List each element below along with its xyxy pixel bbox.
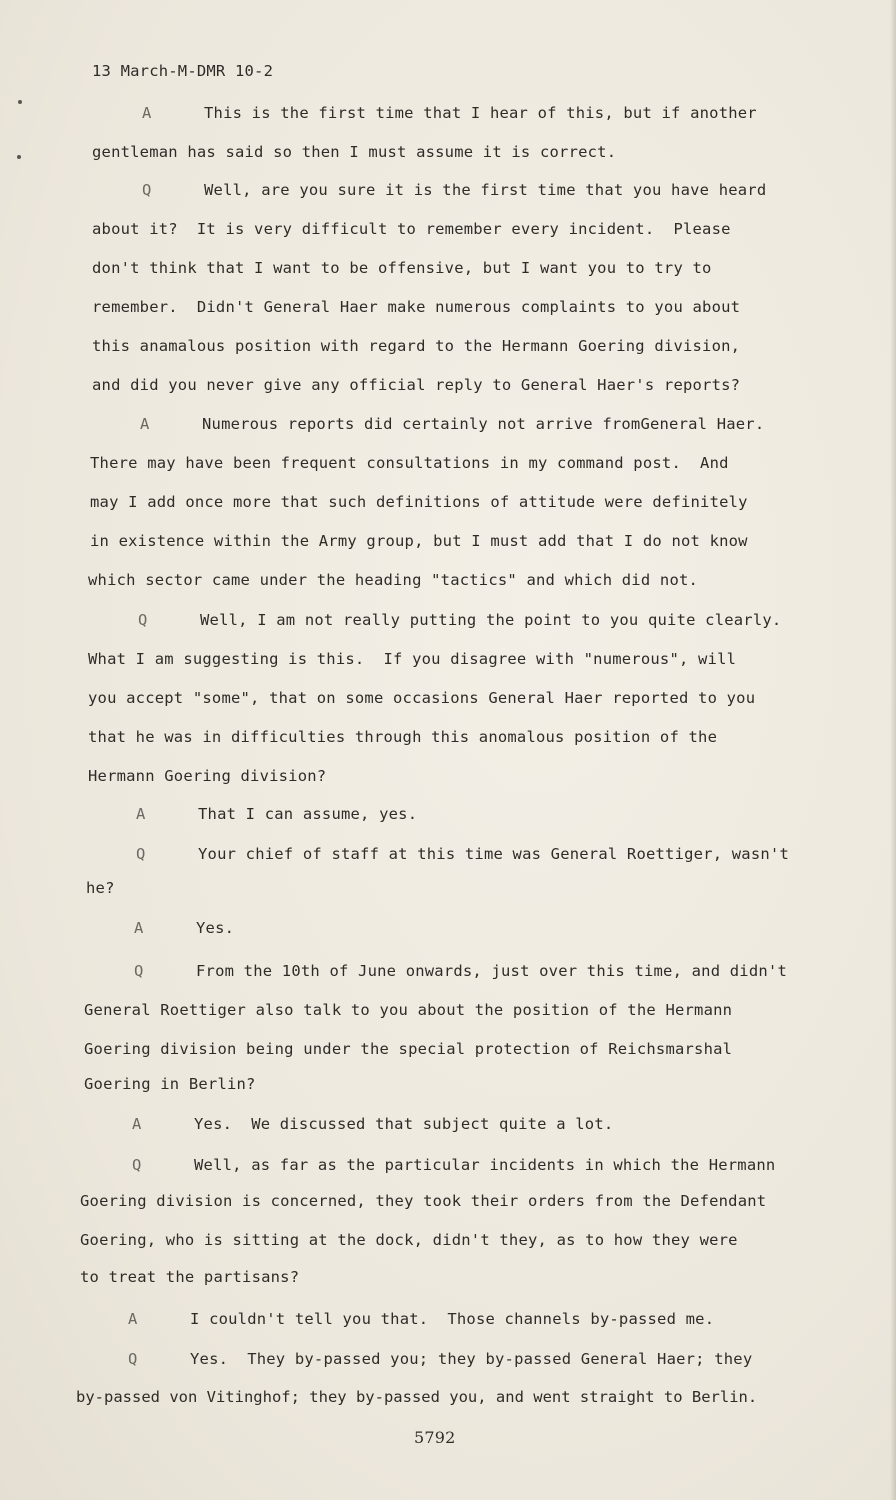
question-line: he? <box>86 879 115 897</box>
answer-line: A I couldn't tell you that. Those channels by-passed me. <box>128 1310 715 1328</box>
answer-line: which sector came under the heading "tactics" and which did not. <box>88 571 699 589</box>
question-line: Q Well, I am not really putting the point to you quite clearly. <box>138 611 782 629</box>
answer-line: A Yes. <box>134 919 235 937</box>
answer-line: A Yes. We discussed that subject quite a lot. <box>132 1115 614 1133</box>
question-line: Goering division being under the special protection of Reichsmarshal <box>84 1040 733 1058</box>
question-line: this anamalous position with regard to the Hermann Goering division, <box>92 337 741 355</box>
question-line: General Roettiger also talk to you about the position of the Hermann <box>84 1001 733 1019</box>
question-line: to treat the partisans? <box>80 1268 300 1286</box>
answer-line: gentleman has said so then I must assume it is correct. <box>92 143 617 161</box>
punch-hole-mark <box>17 155 21 159</box>
speaker-label: A <box>142 104 152 122</box>
question-line: Q From the 10th of June onwards, just over this time, and didn't <box>134 962 787 980</box>
question-line: Q Well, are you sure it is the first time that you have heard <box>142 181 767 199</box>
question-line: remember. Didn't General Haer make numerous complaints to you about <box>92 298 741 316</box>
answer-line: There may have been frequent consultations in my command post. And <box>90 454 729 472</box>
answer-line: A That I can assume, yes. <box>136 805 418 823</box>
speaker-label: A <box>136 805 146 823</box>
question-line: Goering in Berlin? <box>84 1075 256 1093</box>
speaker-label: Q <box>128 1350 138 1368</box>
question-line: you accept "some", that on some occasions General Haer reported to you <box>88 689 756 707</box>
page-header: 13 March-M-DMR 10-2 <box>92 62 274 80</box>
speaker-label: Q <box>134 962 144 980</box>
answer-line: A Numerous reports did certainly not arrive fromGeneral Haer. <box>140 415 765 433</box>
speaker-label: Q <box>132 1156 142 1174</box>
question-line: by-passed von Vitinghof; they by-passed you, and went straight to Berlin. <box>76 1388 758 1406</box>
speaker-label: Q <box>136 845 146 863</box>
speaker-label: Q <box>138 611 148 629</box>
speaker-label: A <box>134 919 144 937</box>
question-line: What I am suggesting is this. If you disagree with "numerous", will <box>88 650 737 668</box>
page-number: 5792 <box>414 1428 456 1447</box>
speaker-label: A <box>128 1310 138 1328</box>
page-edge-shadow <box>890 0 896 1500</box>
question-line: Goering, who is sitting at the dock, didn't they, as to how they were <box>80 1231 738 1249</box>
speaker-label: A <box>132 1115 142 1133</box>
answer-line: in existence within the Army group, but I must add that I do not know <box>90 532 748 550</box>
question-line: about it? It is very difficult to remember every incident. Please <box>92 220 731 238</box>
question-line: Goering division is concerned, they took their orders from the Defendant <box>80 1192 767 1210</box>
question-line: Hermann Goering division? <box>88 767 327 785</box>
question-line: and did you never give any official reply to General Haer's reports? <box>92 376 741 394</box>
answer-line: may I add once more that such definitions of attitude were definitely <box>90 493 748 511</box>
speaker-label: A <box>140 415 150 433</box>
question-line: don't think that I want to be offensive, but I want you to try to <box>92 259 712 277</box>
question-line: Q Well, as far as the particular incidents in which the Hermann <box>132 1156 776 1174</box>
punch-hole-mark <box>18 100 22 104</box>
answer-line: A This is the first time that I hear of this, but if another <box>142 104 757 122</box>
speaker-label: Q <box>142 181 152 199</box>
question-line: Q Yes. They by-passed you; they by-passed General Haer; they <box>128 1350 753 1368</box>
question-line: Q Your chief of staff at this time was General Roettiger, wasn't <box>136 845 789 863</box>
question-line: that he was in difficulties through this anomalous position of the <box>88 728 718 746</box>
